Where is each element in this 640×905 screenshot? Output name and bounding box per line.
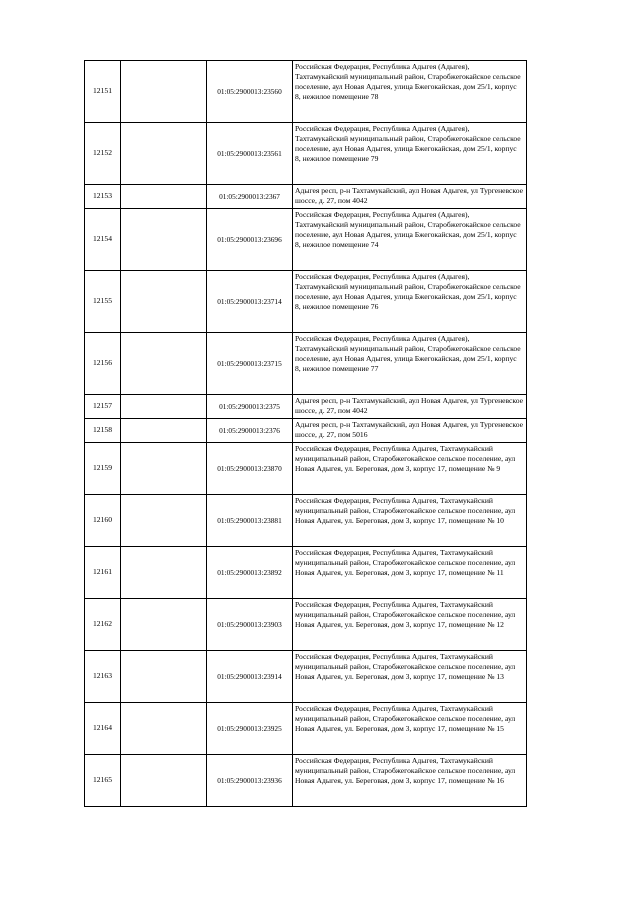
table-row xyxy=(85,395,527,419)
table-row xyxy=(85,209,527,271)
cadastral-number: 01:05:2900013:23925 xyxy=(207,703,293,755)
table-row xyxy=(85,755,527,807)
address: Адыгея респ, р-н Тахтамукайский, аул Новая Адыгея, ул Тургеневское шоссе, д. 27, пом 4042 xyxy=(293,395,527,419)
row-number: 12154 xyxy=(85,209,121,271)
empty-cell xyxy=(121,547,207,599)
address: Российская Федерация, Республика Адыгея, Тахтамукайский муниципальный район, Старобжегокайское сельское поселение, аул Новая Адыгея, ул. Береговая, дом 3, корпус 17, помещение № 12 xyxy=(293,599,527,651)
cadastral-number: 01:05:2900013:23881 xyxy=(207,495,293,547)
empty-cell xyxy=(121,185,207,209)
row-number: 12164 xyxy=(85,703,121,755)
row-number: 12162 xyxy=(85,599,121,651)
table-row xyxy=(85,123,527,185)
table-row xyxy=(85,703,527,755)
empty-cell xyxy=(121,755,207,807)
cadastral-number: 01:05:2900013:23936 xyxy=(207,755,293,807)
row-number: 12157 xyxy=(85,395,121,419)
cadastral-number: 01:05:2900013:23870 xyxy=(207,443,293,495)
table-row xyxy=(85,599,527,651)
address: Российская Федерация, Республика Адыгея (Адыгея), Тахтамукайский муниципальный район, Старобжегокайское сельское поселение, аул Новая Адыгея, улица Бжегокайская, дом 25/1, корпус 8, нежилое помещение 76 xyxy=(293,271,527,333)
row-number: 12155 xyxy=(85,271,121,333)
row-number: 12163 xyxy=(85,651,121,703)
cadastral-number: 01:05:2900013:23714 xyxy=(207,271,293,333)
empty-cell xyxy=(121,333,207,395)
address: Российская Федерация, Республика Адыгея, Тахтамукайский муниципальный район, Старобжегокайское сельское поселение, аул Новая Адыгея, ул. Береговая, дом 3, корпус 17, помещение № 11 xyxy=(293,547,527,599)
cadastral-number: 01:05:2900013:23561 xyxy=(207,123,293,185)
cadastral-number: 01:05:2900013:23903 xyxy=(207,599,293,651)
empty-cell xyxy=(121,599,207,651)
cadastral-number: 01:05:2900013:2376 xyxy=(207,419,293,443)
address: Российская Федерация, Республика Адыгея, Тахтамукайский муниципальный район, Старобжегокайское сельское поселение, аул Новая Адыгея, ул. Береговая, дом 3, корпус 17, помещение № 13 xyxy=(293,651,527,703)
address: Адыгея респ, р-н Тахтамукайский, аул Новая Адыгея, ул Тургеневское шоссе, д. 27, пом 5016 xyxy=(293,419,527,443)
cadastral-number: 01:05:2900013:23715 xyxy=(207,333,293,395)
cadastral-number: 01:05:2900013:23914 xyxy=(207,651,293,703)
address: Адыгея респ, р-н Тахтамукайский, аул Новая Адыгея, ул Тургеневское шоссе, д. 27, пом 4042 xyxy=(293,185,527,209)
empty-cell xyxy=(121,61,207,123)
address: Российская Федерация, Республика Адыгея (Адыгея), Тахтамукайский муниципальный район, Старобжегокайское сельское поселение, аул Новая Адыгея, улица Бжегокайская, дом 25/1, корпус 8, нежилое помещение 79 xyxy=(293,123,527,185)
table-row xyxy=(85,495,527,547)
empty-cell xyxy=(121,395,207,419)
empty-cell xyxy=(121,651,207,703)
empty-cell xyxy=(121,495,207,547)
empty-cell xyxy=(121,123,207,185)
cadastral-number: 01:05:2900013:2367 xyxy=(207,185,293,209)
empty-cell xyxy=(121,271,207,333)
row-number: 12165 xyxy=(85,755,121,807)
address: Российская Федерация, Республика Адыгея, Тахтамукайский муниципальный район, Старобжегокайское сельское поселение, аул Новая Адыгея, ул. Береговая, дом 3, корпус 17, помещение № 16 xyxy=(293,755,527,807)
cadastral-number: 01:05:2900013:23892 xyxy=(207,547,293,599)
table-row xyxy=(85,443,527,495)
empty-cell xyxy=(121,443,207,495)
row-number: 12151 xyxy=(85,61,121,123)
cadastral-number: 01:05:2900013:2375 xyxy=(207,395,293,419)
address: Российская Федерация, Республика Адыгея, Тахтамукайский муниципальный район, Старобжегокайское сельское поселение, аул Новая Адыгея, ул. Береговая, дом 3, корпус 17, помещение № 10 xyxy=(293,495,527,547)
row-number: 12152 xyxy=(85,123,121,185)
table-row xyxy=(85,333,527,395)
table-row xyxy=(85,185,527,209)
row-number: 12161 xyxy=(85,547,121,599)
property-table xyxy=(84,60,527,807)
table-row xyxy=(85,547,527,599)
address: Российская Федерация, Республика Адыгея (Адыгея), Тахтамукайский муниципальный район, Старобжегокайское сельское поселение, аул Новая Адыгея, улица Бжегокайская, дом 25/1, корпус 8, нежилое помещение 77 xyxy=(293,333,527,395)
row-number: 12159 xyxy=(85,443,121,495)
address: Российская Федерация, Республика Адыгея, Тахтамукайский муниципальный район, Старобжегокайское сельское поселение, аул Новая Адыгея, ул. Береговая, дом 3, корпус 17, помещение № 15 xyxy=(293,703,527,755)
cadastral-number: 01:05:2900013:23560 xyxy=(207,61,293,123)
table-row xyxy=(85,651,527,703)
table-row xyxy=(85,271,527,333)
cadastral-number: 01:05:2900013:23696 xyxy=(207,209,293,271)
address: Российская Федерация, Республика Адыгея (Адыгея), Тахтамукайский муниципальный район, Старобжегокайское сельское поселение, аул Новая Адыгея, улица Бжегокайская, дом 25/1, корпус 8, нежилое помещение 74 xyxy=(293,209,527,271)
empty-cell xyxy=(121,419,207,443)
address: Российская Федерация, Республика Адыгея, Тахтамукайский муниципальный район, Старобжегокайское сельское поселение, аул Новая Адыгея, ул. Береговая, дом 3, корпус 17, помещение № 9 xyxy=(293,443,527,495)
address: Российская Федерация, Республика Адыгея (Адыгея), Тахтамукайский муниципальный район, Старобжегокайское сельское поселение, аул Новая Адыгея, улица Бжегокайская, дом 25/1, корпус 8, нежилое помещение 78 xyxy=(293,61,527,123)
row-number: 12158 xyxy=(85,419,121,443)
table-row xyxy=(85,61,527,123)
row-number: 12160 xyxy=(85,495,121,547)
row-number: 12153 xyxy=(85,185,121,209)
table-row xyxy=(85,419,527,443)
empty-cell xyxy=(121,703,207,755)
row-number: 12156 xyxy=(85,333,121,395)
empty-cell xyxy=(121,209,207,271)
